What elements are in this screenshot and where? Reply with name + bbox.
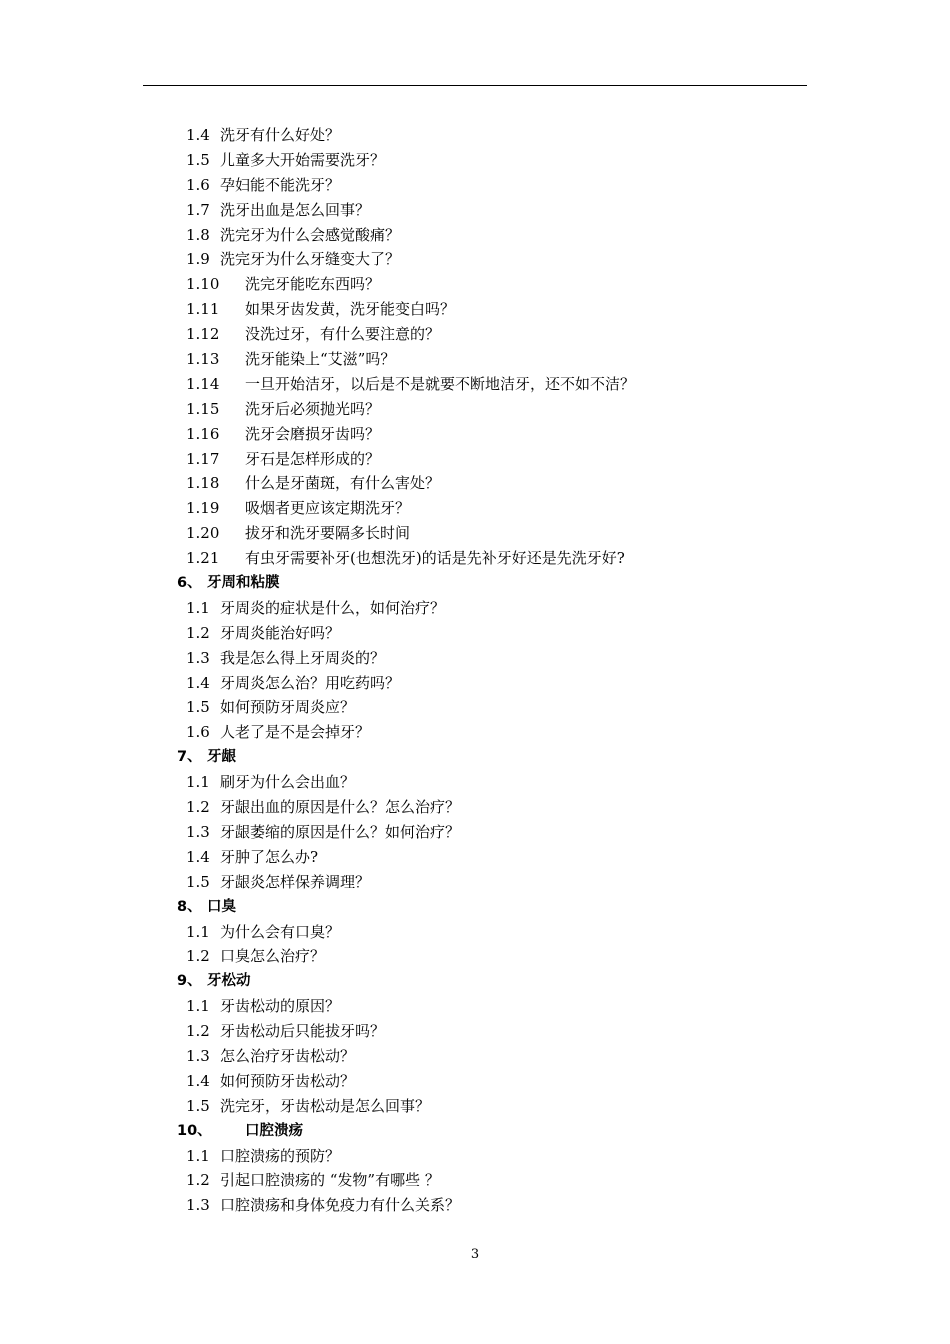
toc-entry-number: 1.4 bbox=[186, 1071, 210, 1090]
toc-section-heading[interactable] bbox=[0, 1119, 950, 1144]
toc-entry-number: 1.2 bbox=[186, 947, 210, 966]
toc-entry-title: 洗牙有什么好处？ bbox=[220, 126, 341, 144]
toc-entry-number: 1.5 bbox=[186, 1096, 210, 1115]
toc-entry-number: 1.3 bbox=[186, 822, 210, 841]
toc-entry[interactable] bbox=[0, 944, 950, 969]
toc-entry-title: 口腔溃疡和身体免疫力有什么关系？ bbox=[220, 1196, 461, 1215]
toc-section-number: 10、 bbox=[177, 1122, 212, 1139]
toc-entry-title: 我是怎么得上牙周炎的？ bbox=[220, 648, 386, 667]
toc-entry-title: 人老了是不是会掉牙？ bbox=[220, 723, 371, 742]
toc-entry[interactable] bbox=[0, 720, 950, 745]
toc-entry-number: 1.2 bbox=[186, 798, 210, 817]
toc-entry-number: 1.1 bbox=[186, 598, 210, 617]
toc-section-title: 牙周和粘膜 bbox=[207, 575, 280, 592]
toc-entry[interactable] bbox=[0, 1193, 950, 1218]
toc-entry-title: 牙齿松动的原因？ bbox=[220, 997, 341, 1016]
toc-entry[interactable] bbox=[0, 372, 950, 397]
toc-section-number: 6、 bbox=[177, 575, 202, 592]
toc-entry-number: 1.5 bbox=[186, 872, 210, 891]
toc-entry-title: 如何预防牙周炎应？ bbox=[220, 698, 356, 717]
toc-section-heading[interactable] bbox=[0, 969, 950, 994]
toc-entry-number: 1.4 bbox=[186, 126, 210, 144]
toc-entry[interactable] bbox=[0, 1168, 950, 1193]
toc-section-number: 7、 bbox=[177, 749, 202, 766]
toc-entry-title: 洗完牙为什么牙缝变大了？ bbox=[220, 250, 401, 269]
toc-entry-title: 洗牙会磨损牙齿吗？ bbox=[245, 424, 381, 443]
toc-entry-title: 引起口腔溃疡的 “发物”有哪些 ？ bbox=[220, 1171, 440, 1190]
toc-entry-number: 1.17 bbox=[186, 449, 220, 468]
toc-entry-number: 1.2 bbox=[186, 623, 210, 642]
toc-entry[interactable] bbox=[0, 272, 950, 297]
toc-entry-number: 1.20 bbox=[186, 524, 220, 543]
toc-entry[interactable] bbox=[0, 223, 950, 248]
toc-entry-title: 洗牙能染上“艾滋”吗？ bbox=[245, 350, 396, 369]
toc-entry-number: 1.18 bbox=[186, 474, 220, 493]
toc-entry-title: 牙周炎怎么治？用吃药吗？ bbox=[220, 673, 401, 692]
toc-entry-title: 洗完牙，牙齿松动是怎么回事？ bbox=[220, 1096, 431, 1115]
toc-entry-title: 拔牙和洗牙要隔多长时间 bbox=[245, 524, 411, 543]
toc-entry-number: 1.21 bbox=[186, 549, 220, 568]
toc-entry[interactable] bbox=[0, 646, 950, 671]
toc-entry-title: 洗完牙为什么会感觉酸痛？ bbox=[220, 225, 401, 244]
toc-entry[interactable] bbox=[0, 820, 950, 845]
toc-entry-number: 1.19 bbox=[186, 499, 220, 518]
toc-entry-number: 1.11 bbox=[186, 300, 220, 319]
toc-entry-number: 1.4 bbox=[186, 673, 210, 692]
toc-entry[interactable] bbox=[0, 471, 950, 496]
toc-entry[interactable] bbox=[0, 994, 950, 1019]
toc-entry[interactable] bbox=[0, 496, 950, 521]
toc-entry[interactable] bbox=[0, 546, 950, 571]
toc-entry[interactable] bbox=[0, 422, 950, 447]
toc-entry-number: 1.7 bbox=[186, 200, 210, 219]
toc-entry-number: 1.16 bbox=[186, 424, 220, 443]
toc-entry-number: 1.4 bbox=[186, 847, 210, 866]
toc-entry[interactable] bbox=[0, 297, 950, 322]
toc-entry[interactable] bbox=[0, 621, 950, 646]
table-of-contents bbox=[0, 123, 950, 1218]
toc-entry-title: 儿童多大开始需要洗牙？ bbox=[220, 150, 386, 169]
toc-entry-title: 如何预防牙齿松动？ bbox=[220, 1071, 356, 1090]
toc-section-heading[interactable] bbox=[0, 745, 950, 770]
toc-entry-number: 1.3 bbox=[186, 1196, 210, 1215]
toc-entry-number: 1.1 bbox=[186, 922, 210, 941]
toc-entry-number: 1.13 bbox=[186, 350, 220, 369]
toc-entry-title: 没洗过牙，有什么要注意的？ bbox=[245, 325, 441, 344]
toc-entry-title: 吸烟者更应该定期洗牙？ bbox=[245, 499, 411, 518]
toc-entry-title: 孕妇能不能洗牙？ bbox=[220, 175, 341, 194]
toc-entry[interactable] bbox=[0, 447, 950, 472]
toc-entry-title: 一旦开始洁牙，以后是不是就要不断地洁牙，还不如不洁？ bbox=[245, 374, 636, 393]
toc-entry-title: 牙龈炎怎样保养调理？ bbox=[220, 872, 371, 891]
toc-entry-title: 牙周炎能治好吗？ bbox=[220, 623, 341, 642]
toc-entry-title: 牙龈萎缩的原因是什么？如何治疗？ bbox=[220, 822, 461, 841]
toc-entry-number: 1.1 bbox=[186, 997, 210, 1016]
toc-entry-title: 牙周炎的症状是什么，如何治疗？ bbox=[220, 598, 446, 617]
toc-entry[interactable] bbox=[0, 148, 950, 173]
toc-entry-title: 牙龈出血的原因是什么？怎么治疗？ bbox=[220, 798, 461, 817]
toc-entry-title: 洗牙出血是怎么回事？ bbox=[220, 200, 371, 219]
toc-entry-title: 什么是牙菌斑，有什么害处？ bbox=[245, 474, 441, 493]
toc-entry-title: 牙齿松动后只能拔牙吗？ bbox=[220, 1022, 386, 1041]
toc-entry[interactable] bbox=[0, 596, 950, 621]
toc-entry[interactable] bbox=[0, 671, 950, 696]
toc-entry[interactable] bbox=[0, 123, 950, 148]
toc-entry-title: 牙石是怎样形成的？ bbox=[245, 449, 381, 468]
toc-entry-number: 1.6 bbox=[186, 175, 210, 194]
toc-entry-number: 1.5 bbox=[186, 150, 210, 169]
toc-section-heading[interactable] bbox=[0, 895, 950, 920]
toc-entry-number: 1.3 bbox=[186, 648, 210, 667]
toc-entry-number: 1.2 bbox=[186, 1022, 210, 1041]
toc-entry[interactable] bbox=[0, 1144, 950, 1169]
toc-entry[interactable] bbox=[0, 1019, 950, 1044]
header-rule bbox=[143, 85, 807, 86]
toc-entry-title: 牙肿了怎么办? bbox=[220, 847, 319, 866]
toc-section-heading[interactable] bbox=[0, 571, 950, 596]
toc-entry-number: 1.14 bbox=[186, 374, 220, 393]
toc-section-title: 口腔溃疡 bbox=[245, 1122, 303, 1139]
toc-entry-title: 怎么治疗牙齿松动？ bbox=[220, 1046, 356, 1065]
toc-entry[interactable] bbox=[0, 322, 950, 347]
toc-entry-title: 洗牙后必须抛光吗？ bbox=[245, 399, 381, 418]
toc-section-title: 牙龈 bbox=[207, 749, 236, 766]
toc-entry[interactable] bbox=[0, 347, 950, 372]
toc-entry-title: 刷牙为什么会出血？ bbox=[220, 773, 356, 792]
toc-entry-number: 1.8 bbox=[186, 225, 210, 244]
toc-entry-number: 1.3 bbox=[186, 1046, 210, 1065]
toc-entry-title: 如果牙齿发黄，洗牙能变白吗？ bbox=[245, 300, 456, 319]
toc-entry-number: 1.9 bbox=[186, 250, 210, 269]
toc-entry[interactable] bbox=[0, 1044, 950, 1069]
page-number: 3 bbox=[470, 1247, 480, 1262]
toc-entry[interactable] bbox=[0, 770, 950, 795]
toc-entry-number: 1.10 bbox=[186, 275, 220, 294]
toc-entry[interactable] bbox=[0, 845, 950, 870]
toc-entry[interactable] bbox=[0, 173, 950, 198]
toc-entry-number: 1.15 bbox=[186, 399, 220, 418]
toc-entry-number: 1.2 bbox=[186, 1171, 210, 1190]
toc-section-title: 牙松动 bbox=[207, 973, 251, 990]
toc-entry[interactable] bbox=[0, 1069, 950, 1094]
toc-entry[interactable] bbox=[0, 198, 950, 223]
toc-entry[interactable] bbox=[0, 870, 950, 895]
toc-entry-title: 为什么会有口臭？ bbox=[220, 922, 341, 941]
toc-section-number: 8、 bbox=[177, 898, 202, 915]
toc-entry[interactable] bbox=[0, 397, 950, 422]
toc-entry-number: 1.5 bbox=[186, 698, 210, 717]
toc-entry-number: 1.6 bbox=[186, 723, 210, 742]
toc-entry-number: 1.1 bbox=[186, 773, 210, 792]
toc-entry-title: 口臭怎么治疗？ bbox=[220, 947, 326, 966]
toc-entry-title: 洗完牙能吃东西吗？ bbox=[245, 275, 381, 294]
toc-entry-number: 1.12 bbox=[186, 325, 220, 344]
toc-section-number: 9、 bbox=[177, 973, 202, 990]
toc-entry[interactable] bbox=[0, 920, 950, 945]
toc-entry[interactable] bbox=[0, 1094, 950, 1119]
toc-entry-title: 有虫牙需要补牙(也想洗牙)的话是先补牙好还是先洗牙好? bbox=[245, 549, 625, 568]
toc-entry[interactable] bbox=[0, 247, 950, 272]
toc-entry-title: 口腔溃疡的预防？ bbox=[220, 1146, 341, 1165]
toc-section-title: 口臭 bbox=[207, 898, 236, 915]
toc-entry[interactable] bbox=[0, 521, 950, 546]
toc-entry[interactable] bbox=[0, 795, 950, 820]
toc-entry-number: 1.1 bbox=[186, 1146, 210, 1165]
toc-entry[interactable] bbox=[0, 695, 950, 720]
